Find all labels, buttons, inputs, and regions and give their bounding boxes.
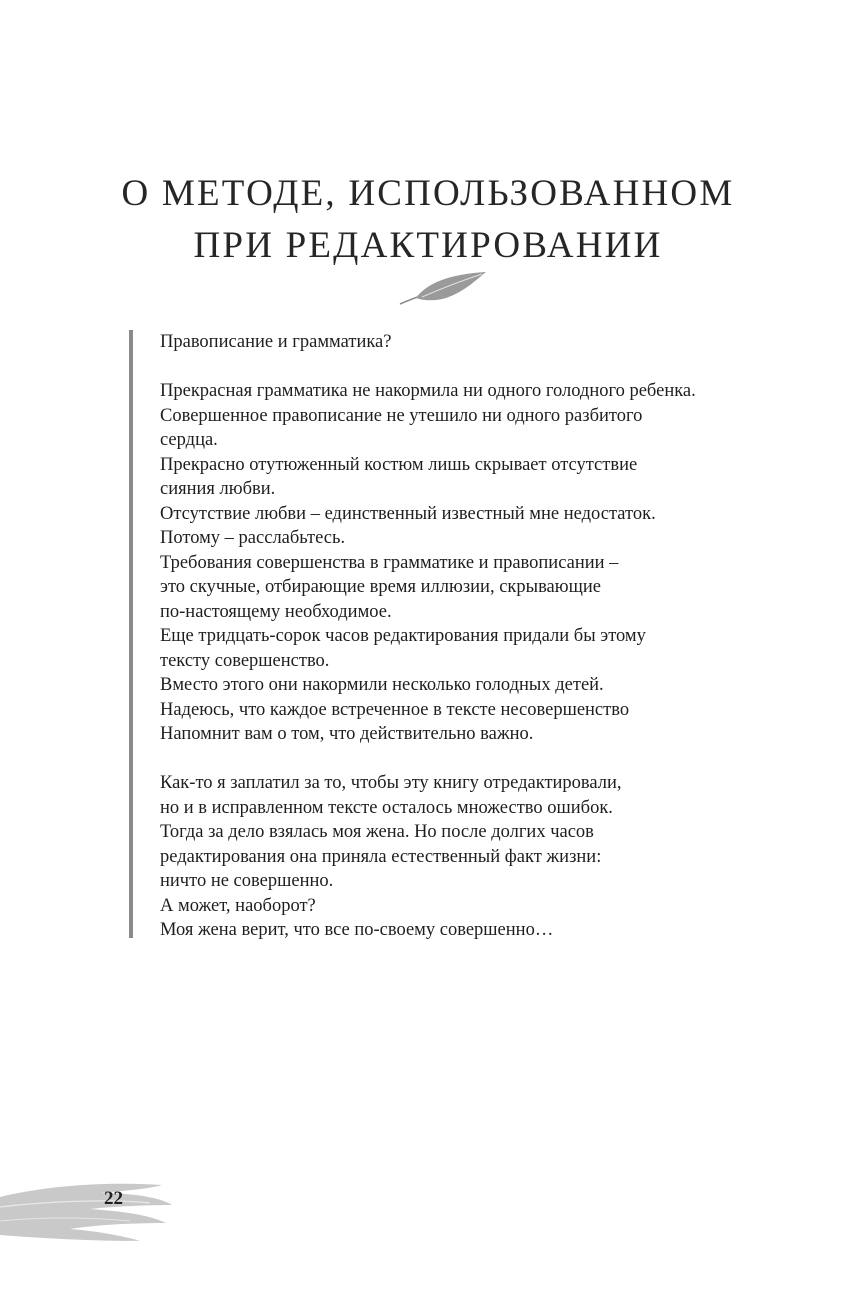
page-number: 22: [104, 1188, 123, 1209]
brush-stroke-decoration: [0, 1175, 175, 1245]
page-title-line-1: О МЕТОДЕ, ИСПОЛЬЗОВАННОМ: [121, 173, 735, 214]
text-line: но и в исправленном тексте осталось множество ошибок.: [160, 797, 613, 818]
text-line: сияния любви.: [160, 479, 276, 499]
quote-bar: [129, 330, 133, 938]
text-line: Напомнит вам о том, что действительно важно.: [160, 724, 534, 744]
text-line: А может, наоборот?: [160, 895, 316, 916]
text-line: ничто не совершенно.: [160, 871, 334, 891]
text-line: Требования совершенства в грамматике и правописании –: [160, 552, 619, 573]
text-line: Отсутствие любви – единственный известный мне недостаток.: [160, 503, 656, 524]
text-line: Совершенное правописание не утешило ни одного разбитого: [160, 405, 643, 426]
text-line: Потому – расслабьтесь.: [160, 528, 346, 548]
text-line: Прекрасная грамматика не накормила ни одного голодного ребенка.: [160, 381, 696, 401]
body-text: [160, 330, 800, 943]
feather-icon: [398, 270, 490, 306]
page-title: [0, 168, 856, 272]
text-line: Моя жена верит, что все по-своему совершенно…: [160, 920, 554, 940]
text-line: это скучные, отбирающие время иллюзии, скрывающие: [160, 577, 601, 597]
text-line: Тогда за дело взялась моя жена. Но после долгих часов: [160, 822, 594, 842]
text-line: Вместо этого они накормили несколько голодных детей.: [160, 675, 604, 695]
paragraph-gap: [160, 355, 800, 380]
text-line: Правописание и грамматика?: [160, 332, 392, 352]
text-line: Надеюсь, что каждое встреченное в тексте несовершенство: [160, 699, 630, 720]
text-line: Как-то я заплатил за то, чтобы эту книгу отредактировали,: [160, 773, 622, 793]
text-line: Еще тридцать-сорок часов редактирования придали бы этому: [160, 626, 646, 646]
text-line: Прекрасно отутюженный костюм лишь скрывает отсутствие: [160, 454, 638, 475]
page-title-line-2: ПРИ РЕДАКТИРОВАНИИ: [193, 225, 663, 266]
text-line: редактирования она приняла естественный факт жизни:: [160, 846, 602, 867]
text-line: сердца.: [160, 430, 218, 450]
paragraph-gap: [160, 747, 800, 772]
text-line: по-настоящему необходимое.: [160, 601, 392, 622]
text-line: тексту совершенство.: [160, 650, 330, 671]
